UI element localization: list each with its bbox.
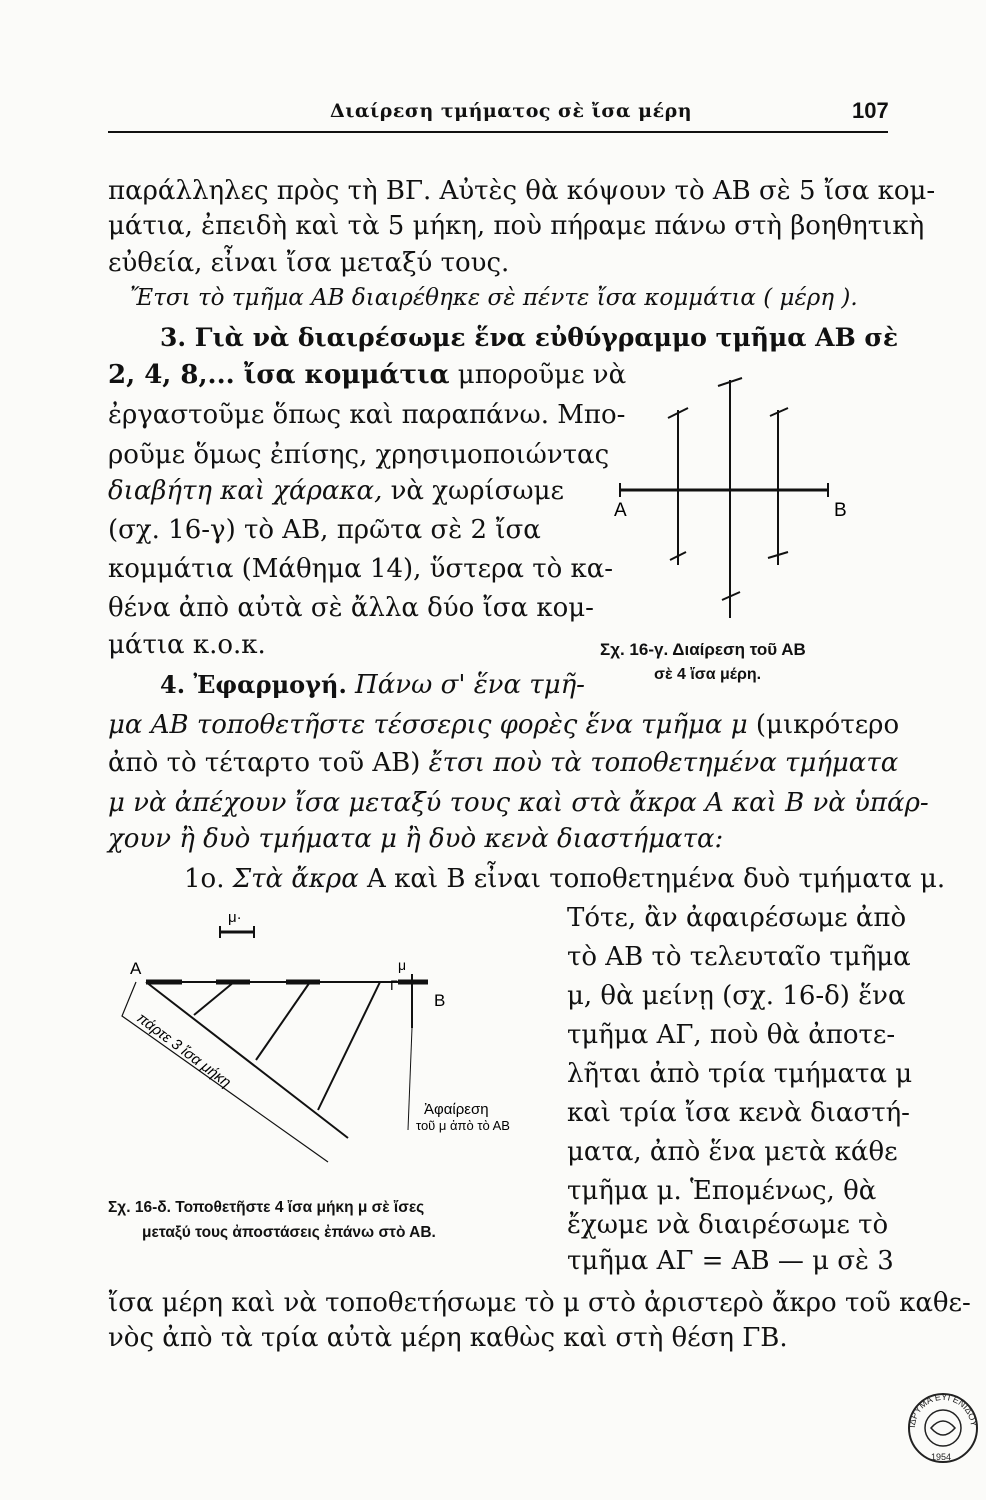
text-line: ἴσα μέρη καὶ νὰ τοποθετήσωμε τὸ μ στὸ ἀριστερὸ ἄκρο τοῦ καθε- — [108, 1288, 971, 1318]
text-line: (σχ. 16-γ) τὸ ΑΒ, πρῶτα σὲ 2 ἴσα — [108, 515, 541, 545]
stamp-year: 1954 — [931, 1452, 952, 1462]
text-line: νὸς ἀπὸ τὰ τρία αὐτὰ μέρη καθὼς καὶ στὴ θέση ΓΒ. — [108, 1323, 788, 1353]
label-g: Γ — [390, 977, 398, 993]
parallel-line — [256, 982, 310, 1060]
text-line: καὶ τρία ἴσα κενὰ διαστή- — [567, 1098, 910, 1128]
header-rule — [108, 131, 888, 133]
text-span: (μικρότερο — [747, 710, 900, 740]
parallel-line — [318, 982, 380, 1110]
bold-phrase: 2, 4, 8,... ἴσα κομμάτια — [108, 360, 450, 390]
foundation-stamp — [905, 1390, 981, 1466]
text-line: ἐργαστοῦμε ὅπως καὶ παραπάνω. Μπο- — [108, 400, 626, 430]
figure-16g-caption: σὲ 4 ἴσα μέρη. — [654, 666, 762, 683]
text-line: εὐθεία, εἶναι ἴσα μεταξύ τους. — [108, 248, 510, 278]
label-mu-small: μ — [398, 957, 407, 973]
text-span: μποροῦμε νὰ — [449, 360, 627, 390]
removal-note: τοῦ μ ἀπὸ τὸ ΑΒ — [416, 1118, 510, 1133]
text-span: μα ΑΒ τοποθετῆστε τέσσερις φορὲς ἕνα τμῆμα μ — [108, 710, 748, 740]
italic-phrase: ἔτσι ποὺ τὰ τοποθετημένα τμήματα — [428, 748, 899, 778]
figure-16d-caption: μεταξύ τους ἀποστάσεις ἐπάνω στὸ ΑΒ. — [142, 1224, 436, 1241]
text-line: μάτια, ἐπειδὴ καὶ τὰ 5 μήκη, ποὺ πήραμε πάνω στὴ βοηθητικὴ — [108, 211, 925, 241]
text-line: τμῆμα ΑΓ, ποὺ θὰ ἀποτε- — [567, 1020, 896, 1050]
text-line: Τότε, ἂν ἀφαιρέσωμε ἀπὸ — [567, 903, 907, 933]
figure-16d — [108, 900, 558, 1170]
removal-note: Ἀφαίρεση — [424, 1101, 489, 1118]
italic-phrase: Πάνω σ' ἕνα τμῆ- — [346, 670, 585, 700]
text-span: νὰ χωρίσωμε — [382, 476, 564, 506]
section-3-line — [108, 362, 626, 388]
note-bracket — [408, 1028, 412, 1130]
text-line: μ, θὰ μείνῃ (σχ. 16-δ) ἕνα — [567, 981, 906, 1011]
italic-phrase: διαβήτη καὶ χάρακα, — [108, 476, 383, 506]
text-line: τμῆμα ΑΓ = ΑΒ — μ σὲ 3 — [567, 1246, 894, 1276]
auxiliary-ray — [146, 982, 348, 1138]
figure-16g — [600, 370, 880, 640]
text-span: ἀπὸ τὸ τέταρτο τοῦ ΑΒ) — [108, 748, 429, 778]
italic-phrase: Στὰ ἄκρα — [232, 864, 359, 894]
label-b: Β — [434, 991, 446, 1010]
figure-16d-caption: Σχ. 16-δ. Τοποθετῆστε 4 ἴσα μήκη μ σὲ ἴσες — [108, 1199, 425, 1216]
conclusion-line: Ἔτσι τὸ τμῆμα ΑΒ διαιρέθηκε σὲ πέντε ἴσα κομμάτια ( μέρη ). — [130, 285, 858, 311]
page-number: 107 — [852, 98, 889, 123]
label-b: Β — [834, 500, 847, 521]
running-head: Διαίρεση τμήματος σὲ ἴσα μέρη — [330, 100, 693, 122]
stamp-ring-path: ΙΔΡΥΜΑ ΕΥΓΕΝΙΔΟΥ — [906, 1391, 980, 1429]
text-span: 1ο. — [184, 864, 233, 894]
text-line: ροῦμε ὅμως ἐπίσης, χρησιμοποιώντας — [108, 440, 610, 470]
text-line: λῆται ἀπὸ τρία τμήματα μ — [567, 1059, 913, 1089]
text-line: κομμάτια (Μάθημα 14), ὕστερα τὸ κα- — [108, 554, 614, 584]
bold-phrase: 4. Ἐφαρμογή. — [160, 670, 347, 699]
section-3-heading: 3. Γιὰ νὰ διαιρέσωμε ἕνα εὐθύγραμμο τμῆμα ΑΒ σὲ — [160, 323, 899, 352]
label-a: Α — [130, 959, 142, 978]
text-line: τὸ ΑΒ τὸ τελευταῖο τμῆμα — [567, 942, 911, 972]
text-line: ματα, ἀπὸ ἕνα μετὰ κάθε — [567, 1137, 898, 1167]
text-line: τμῆμα μ. Ἑπομένως, θὰ — [567, 1176, 877, 1206]
label-a: Α — [614, 500, 627, 521]
label-mu: μ· — [228, 909, 242, 926]
text-line: μ νὰ ἀπέχουν ἴσα μεταξύ τους καὶ στὰ ἄκρα Α καὶ Β νὰ ὑπάρ- — [108, 788, 929, 818]
section-3-line — [108, 478, 564, 504]
text-line: χουν ἢ δυὸ τμήματα μ ἢ δυὸ κενὰ διαστήματα: — [108, 824, 724, 854]
text-span: Α καὶ Β εἶναι τοποθετημένα δυὸ τμήματα μ. — [358, 864, 946, 894]
case-1-line — [184, 866, 945, 892]
parallel-line — [194, 982, 234, 1015]
text-line: παράλληλες πρὸς τὴ ΒΓ. Αὐτὲς θὰ κόψουν τὸ ΑΒ σὲ 5 ἴσα κομ- — [108, 176, 936, 206]
text-line: θένα ἀπὸ αὐτὰ σὲ ἄλλα δύο ἴσα κομ- — [108, 593, 594, 623]
section-4-line — [108, 712, 899, 738]
figure-16g-caption: Σχ. 16-γ. Διαίρεση τοῦ ΑΒ — [600, 640, 806, 659]
text-line: μάτια κ.ο.κ. — [108, 630, 266, 660]
text-line: ἔχωμε νὰ διαιρέσωμε τὸ — [567, 1210, 889, 1240]
section-4-line — [108, 750, 898, 776]
take-equal-lengths-label: πάρτε 3 ἴσα μήκη — [133, 1009, 235, 1092]
section-4-heading — [160, 672, 585, 698]
stamp-emblem — [931, 1421, 955, 1435]
